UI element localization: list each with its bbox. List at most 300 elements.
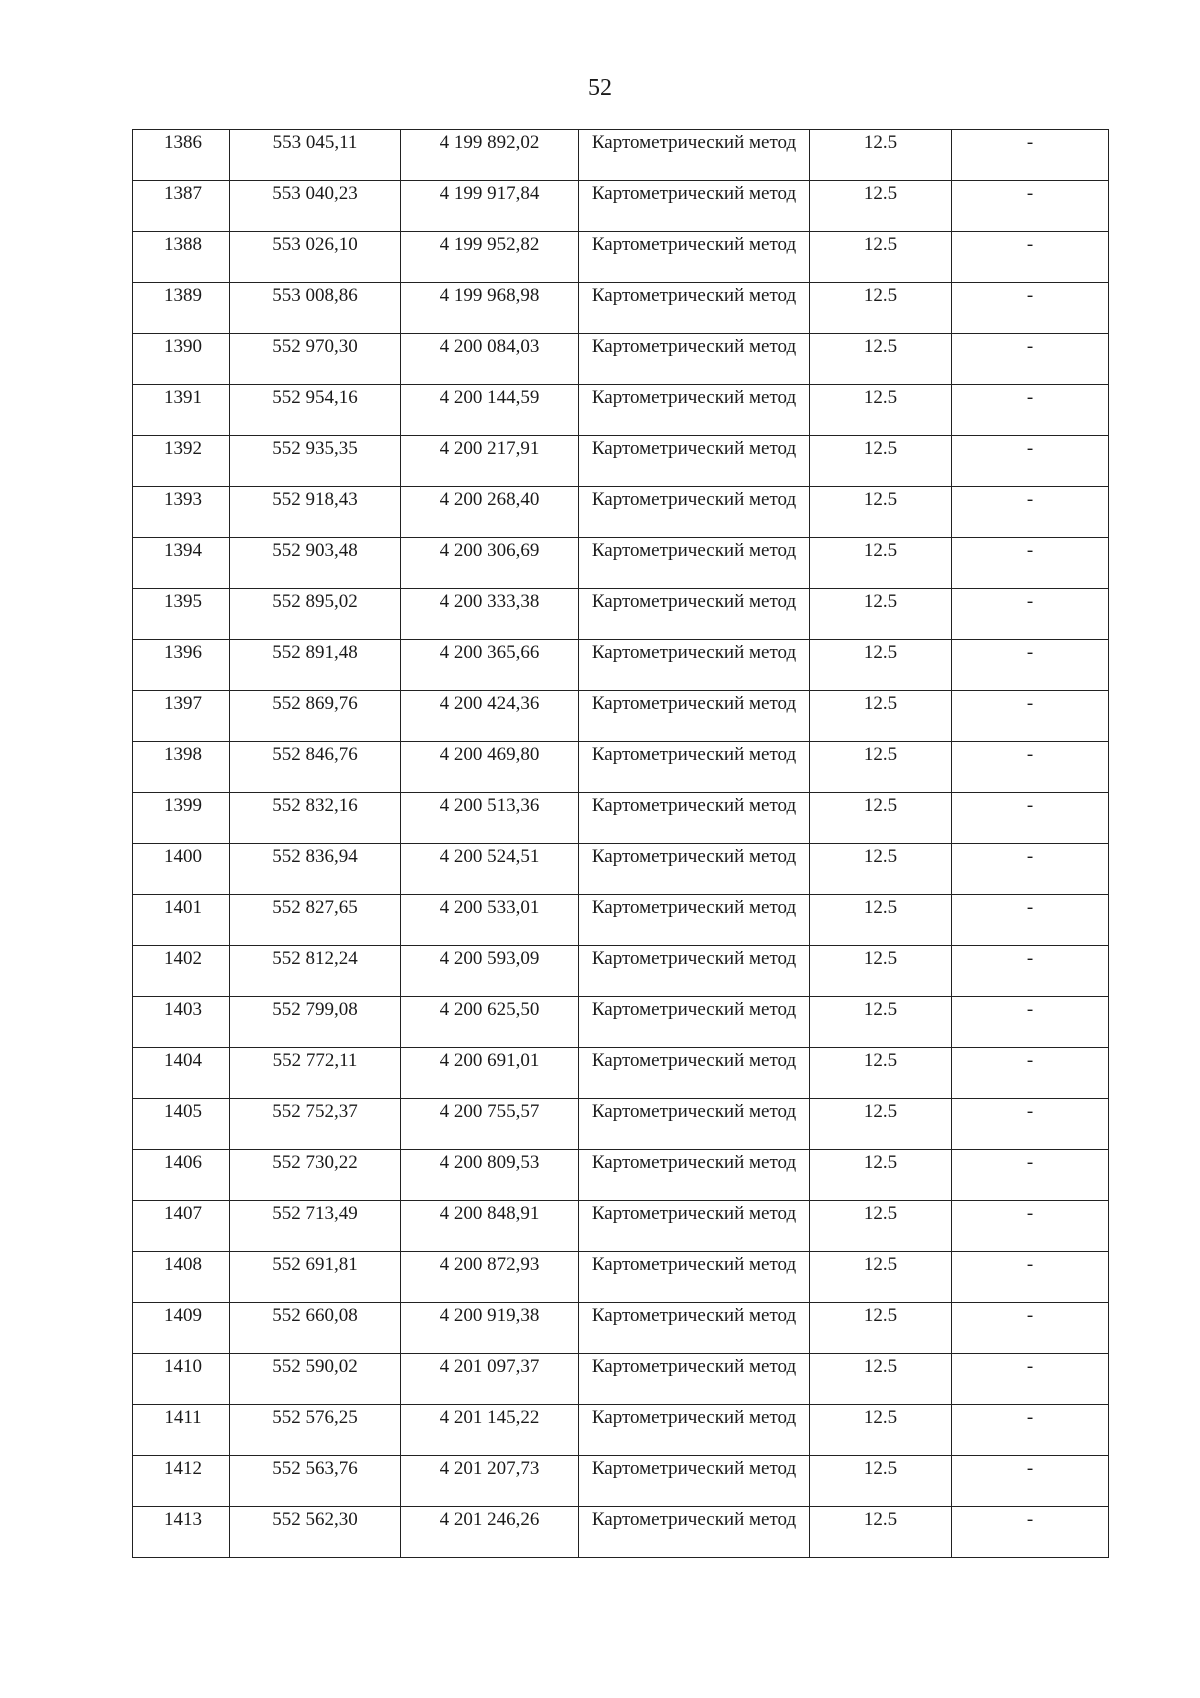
point-number-cell bbox=[133, 1048, 230, 1099]
point-number-text: 1398 bbox=[164, 744, 202, 765]
table-row bbox=[133, 844, 1109, 895]
note-text: - bbox=[1026, 234, 1034, 255]
note-text: - bbox=[1026, 387, 1034, 408]
method-text: Картометрический метод bbox=[591, 642, 797, 663]
y-coordinate-text: 4 200 524,51 bbox=[439, 846, 540, 867]
y-coordinate-cell bbox=[401, 1150, 579, 1201]
point-number-cell bbox=[133, 742, 230, 793]
accuracy-text: 12.5 bbox=[863, 1254, 898, 1275]
note-cell bbox=[952, 1048, 1109, 1099]
y-coordinate-text: 4 200 691,01 bbox=[439, 1050, 540, 1071]
y-coordinate-cell bbox=[401, 997, 579, 1048]
x-coordinate-text: 552 590,02 bbox=[272, 1356, 358, 1377]
point-number-text: 1397 bbox=[164, 693, 202, 714]
x-coordinate-text: 552 869,76 bbox=[272, 693, 358, 714]
y-coordinate-cell bbox=[401, 385, 579, 436]
method-text: Картометрический метод bbox=[591, 999, 797, 1020]
accuracy-text: 12.5 bbox=[863, 489, 898, 510]
accuracy-text: 12.5 bbox=[863, 285, 898, 306]
x-coordinate-cell bbox=[230, 1048, 401, 1099]
x-coordinate-cell bbox=[230, 691, 401, 742]
method-cell bbox=[579, 1456, 810, 1507]
point-number-text: 1392 bbox=[164, 438, 202, 459]
note-text: - bbox=[1026, 1509, 1034, 1530]
point-number-cell bbox=[133, 589, 230, 640]
method-cell bbox=[579, 640, 810, 691]
note-cell bbox=[952, 436, 1109, 487]
x-coordinate-text: 552 660,08 bbox=[272, 1305, 358, 1326]
note-text: - bbox=[1026, 285, 1034, 306]
table-row bbox=[133, 1048, 1109, 1099]
point-number-text: 1396 bbox=[164, 642, 202, 663]
method-text: Картометрический метод bbox=[591, 1458, 797, 1479]
note-text: - bbox=[1026, 1254, 1034, 1275]
y-coordinate-text: 4 200 365,66 bbox=[439, 642, 540, 663]
y-coordinate-text: 4 201 207,73 bbox=[439, 1458, 540, 1479]
y-coordinate-text: 4 200 533,01 bbox=[439, 897, 540, 918]
note-text: - bbox=[1026, 948, 1034, 969]
method-text: Картометрический метод bbox=[591, 1101, 797, 1122]
accuracy-text: 12.5 bbox=[863, 1458, 898, 1479]
y-coordinate-cell bbox=[401, 181, 579, 232]
point-number-cell bbox=[133, 1507, 230, 1558]
point-number-cell bbox=[133, 844, 230, 895]
point-number-text: 1388 bbox=[164, 234, 202, 255]
method-text: Картометрический метод bbox=[591, 693, 797, 714]
method-cell bbox=[579, 232, 810, 283]
note-text: - bbox=[1026, 1101, 1034, 1122]
y-coordinate-cell bbox=[401, 1048, 579, 1099]
x-coordinate-cell bbox=[230, 1201, 401, 1252]
x-coordinate-cell bbox=[230, 1507, 401, 1558]
x-coordinate-cell bbox=[230, 487, 401, 538]
method-text: Картометрический метод bbox=[591, 489, 797, 510]
accuracy-cell bbox=[810, 1048, 952, 1099]
accuracy-cell bbox=[810, 640, 952, 691]
point-number-cell bbox=[133, 946, 230, 997]
accuracy-cell bbox=[810, 1405, 952, 1456]
y-coordinate-cell bbox=[401, 946, 579, 997]
note-cell bbox=[952, 487, 1109, 538]
accuracy-text: 12.5 bbox=[863, 642, 898, 663]
x-coordinate-text: 552 903,48 bbox=[272, 540, 358, 561]
method-cell bbox=[579, 334, 810, 385]
method-text: Картометрический метод bbox=[591, 1050, 797, 1071]
table-row bbox=[133, 946, 1109, 997]
note-cell bbox=[952, 1354, 1109, 1405]
accuracy-text: 12.5 bbox=[863, 438, 898, 459]
note-cell bbox=[952, 844, 1109, 895]
point-number-cell bbox=[133, 1405, 230, 1456]
y-coordinate-cell bbox=[401, 1099, 579, 1150]
x-coordinate-text: 553 026,10 bbox=[272, 234, 358, 255]
point-number-text: 1410 bbox=[164, 1356, 202, 1377]
method-text: Картометрический метод bbox=[591, 387, 797, 408]
y-coordinate-text: 4 200 333,38 bbox=[439, 591, 540, 612]
note-cell bbox=[952, 1252, 1109, 1303]
table-row bbox=[133, 283, 1109, 334]
x-coordinate-cell bbox=[230, 1456, 401, 1507]
method-text: Картометрический метод bbox=[591, 234, 797, 255]
point-number-cell bbox=[133, 232, 230, 283]
point-number-cell bbox=[133, 130, 230, 181]
y-coordinate-cell bbox=[401, 589, 579, 640]
accuracy-cell bbox=[810, 181, 952, 232]
point-number-text: 1401 bbox=[164, 897, 202, 918]
note-text: - bbox=[1026, 1050, 1034, 1071]
x-coordinate-text: 552 812,24 bbox=[272, 948, 358, 969]
note-text: - bbox=[1026, 1203, 1034, 1224]
x-coordinate-cell bbox=[230, 793, 401, 844]
table-row bbox=[133, 487, 1109, 538]
accuracy-text: 12.5 bbox=[863, 132, 898, 153]
table-row bbox=[133, 1354, 1109, 1405]
accuracy-text: 12.5 bbox=[863, 1101, 898, 1122]
accuracy-text: 12.5 bbox=[863, 999, 898, 1020]
table-row bbox=[133, 1099, 1109, 1150]
table-row bbox=[133, 589, 1109, 640]
accuracy-cell bbox=[810, 283, 952, 334]
accuracy-text: 12.5 bbox=[863, 591, 898, 612]
table-row bbox=[133, 1252, 1109, 1303]
accuracy-cell bbox=[810, 1150, 952, 1201]
note-cell bbox=[952, 589, 1109, 640]
y-coordinate-text: 4 200 809,53 bbox=[439, 1152, 540, 1173]
point-number-text: 1393 bbox=[164, 489, 202, 510]
method-text: Картометрический метод bbox=[591, 897, 797, 918]
y-coordinate-text: 4 200 144,59 bbox=[439, 387, 540, 408]
accuracy-cell bbox=[810, 232, 952, 283]
note-cell bbox=[952, 640, 1109, 691]
x-coordinate-text: 552 846,76 bbox=[272, 744, 358, 765]
table-row bbox=[133, 1456, 1109, 1507]
note-text: - bbox=[1026, 846, 1034, 867]
x-coordinate-text: 552 891,48 bbox=[272, 642, 358, 663]
y-coordinate-text: 4 199 968,98 bbox=[439, 285, 540, 306]
table-row bbox=[133, 742, 1109, 793]
x-coordinate-cell bbox=[230, 1099, 401, 1150]
x-coordinate-text: 552 954,16 bbox=[272, 387, 358, 408]
method-text: Картометрический метод bbox=[591, 183, 797, 204]
method-text: Картометрический метод bbox=[591, 1152, 797, 1173]
method-text: Картометрический метод bbox=[591, 1254, 797, 1275]
point-number-cell bbox=[133, 1303, 230, 1354]
point-number-cell bbox=[133, 334, 230, 385]
accuracy-cell bbox=[810, 385, 952, 436]
table-row bbox=[133, 538, 1109, 589]
point-number-text: 1389 bbox=[164, 285, 202, 306]
y-coordinate-text: 4 200 625,50 bbox=[439, 999, 540, 1020]
accuracy-cell bbox=[810, 1252, 952, 1303]
note-cell bbox=[952, 1099, 1109, 1150]
method-cell bbox=[579, 436, 810, 487]
point-number-cell bbox=[133, 1354, 230, 1405]
y-coordinate-text: 4 201 145,22 bbox=[439, 1407, 540, 1428]
note-cell bbox=[952, 793, 1109, 844]
accuracy-text: 12.5 bbox=[863, 1509, 898, 1530]
method-text: Картометрический метод bbox=[591, 1509, 797, 1530]
note-cell bbox=[952, 1150, 1109, 1201]
point-number-cell bbox=[133, 385, 230, 436]
method-text: Картометрический метод bbox=[591, 795, 797, 816]
x-coordinate-cell bbox=[230, 334, 401, 385]
x-coordinate-cell bbox=[230, 742, 401, 793]
note-text: - bbox=[1026, 1407, 1034, 1428]
x-coordinate-text: 552 752,37 bbox=[272, 1101, 358, 1122]
note-text: - bbox=[1026, 438, 1034, 459]
point-number-text: 1413 bbox=[164, 1509, 202, 1530]
point-number-text: 1411 bbox=[164, 1407, 202, 1428]
point-number-text: 1402 bbox=[164, 948, 202, 969]
method-cell bbox=[579, 1201, 810, 1252]
y-coordinate-cell bbox=[401, 1201, 579, 1252]
x-coordinate-cell bbox=[230, 1303, 401, 1354]
accuracy-text: 12.5 bbox=[863, 336, 898, 357]
method-text: Картометрический метод bbox=[591, 540, 797, 561]
point-number-text: 1409 bbox=[164, 1305, 202, 1326]
x-coordinate-text: 552 713,49 bbox=[272, 1203, 358, 1224]
accuracy-text: 12.5 bbox=[863, 795, 898, 816]
x-coordinate-cell bbox=[230, 997, 401, 1048]
method-cell bbox=[579, 181, 810, 232]
x-coordinate-text: 553 008,86 bbox=[272, 285, 358, 306]
accuracy-text: 12.5 bbox=[863, 693, 898, 714]
accuracy-text: 12.5 bbox=[863, 387, 898, 408]
accuracy-text: 12.5 bbox=[863, 948, 898, 969]
note-cell bbox=[952, 1456, 1109, 1507]
table-row bbox=[133, 691, 1109, 742]
note-text: - bbox=[1026, 897, 1034, 918]
note-cell bbox=[952, 181, 1109, 232]
x-coordinate-cell bbox=[230, 589, 401, 640]
y-coordinate-cell bbox=[401, 283, 579, 334]
note-cell bbox=[952, 691, 1109, 742]
table-row bbox=[133, 130, 1109, 181]
x-coordinate-text: 552 772,11 bbox=[272, 1050, 358, 1071]
note-cell bbox=[952, 232, 1109, 283]
method-cell bbox=[579, 691, 810, 742]
point-number-cell bbox=[133, 1456, 230, 1507]
accuracy-cell bbox=[810, 1303, 952, 1354]
note-cell bbox=[952, 997, 1109, 1048]
method-cell bbox=[579, 1354, 810, 1405]
y-coordinate-cell bbox=[401, 691, 579, 742]
note-text: - bbox=[1026, 489, 1034, 510]
x-coordinate-text: 552 563,76 bbox=[272, 1458, 358, 1479]
point-number-cell bbox=[133, 487, 230, 538]
note-text: - bbox=[1026, 999, 1034, 1020]
accuracy-text: 12.5 bbox=[863, 540, 898, 561]
x-coordinate-cell bbox=[230, 844, 401, 895]
method-cell bbox=[579, 895, 810, 946]
y-coordinate-cell bbox=[401, 1303, 579, 1354]
y-coordinate-text: 4 200 513,36 bbox=[439, 795, 540, 816]
point-number-text: 1399 bbox=[164, 795, 202, 816]
table-row bbox=[133, 334, 1109, 385]
method-text: Картометрический метод bbox=[591, 591, 797, 612]
y-coordinate-text: 4 199 917,84 bbox=[439, 183, 540, 204]
point-number-cell bbox=[133, 283, 230, 334]
x-coordinate-text: 552 576,25 bbox=[272, 1407, 358, 1428]
accuracy-text: 12.5 bbox=[863, 897, 898, 918]
y-coordinate-cell bbox=[401, 232, 579, 283]
table-row bbox=[133, 640, 1109, 691]
y-coordinate-text: 4 200 217,91 bbox=[439, 438, 540, 459]
table-row bbox=[133, 385, 1109, 436]
x-coordinate-cell bbox=[230, 181, 401, 232]
point-number-cell bbox=[133, 895, 230, 946]
note-cell bbox=[952, 385, 1109, 436]
x-coordinate-text: 553 040,23 bbox=[272, 183, 358, 204]
method-text: Картометрический метод bbox=[591, 1407, 797, 1428]
point-number-text: 1386 bbox=[164, 132, 202, 153]
accuracy-cell bbox=[810, 487, 952, 538]
method-text: Картометрический метод bbox=[591, 1305, 797, 1326]
x-coordinate-cell bbox=[230, 1150, 401, 1201]
y-coordinate-text: 4 200 306,69 bbox=[439, 540, 540, 561]
y-coordinate-cell bbox=[401, 130, 579, 181]
y-coordinate-cell bbox=[401, 334, 579, 385]
table-row bbox=[133, 1405, 1109, 1456]
point-number-text: 1391 bbox=[164, 387, 202, 408]
x-coordinate-cell bbox=[230, 538, 401, 589]
accuracy-text: 12.5 bbox=[863, 183, 898, 204]
accuracy-cell bbox=[810, 1456, 952, 1507]
table-row bbox=[133, 1507, 1109, 1558]
note-cell bbox=[952, 1201, 1109, 1252]
accuracy-cell bbox=[810, 997, 952, 1048]
note-text: - bbox=[1026, 744, 1034, 765]
method-cell bbox=[579, 946, 810, 997]
method-cell bbox=[579, 538, 810, 589]
table-row bbox=[133, 997, 1109, 1048]
x-coordinate-text: 552 918,43 bbox=[272, 489, 358, 510]
point-number-cell bbox=[133, 1150, 230, 1201]
point-number-cell bbox=[133, 640, 230, 691]
y-coordinate-cell bbox=[401, 1507, 579, 1558]
note-cell bbox=[952, 130, 1109, 181]
x-coordinate-cell bbox=[230, 232, 401, 283]
method-cell bbox=[579, 1252, 810, 1303]
coordinates-table bbox=[132, 129, 1109, 1558]
y-coordinate-text: 4 200 084,03 bbox=[439, 336, 540, 357]
note-text: - bbox=[1026, 336, 1034, 357]
y-coordinate-text: 4 201 246,26 bbox=[439, 1509, 540, 1530]
accuracy-text: 12.5 bbox=[863, 744, 898, 765]
x-coordinate-cell bbox=[230, 283, 401, 334]
accuracy-text: 12.5 bbox=[863, 846, 898, 867]
note-text: - bbox=[1026, 540, 1034, 561]
note-cell bbox=[952, 1507, 1109, 1558]
method-cell bbox=[579, 1048, 810, 1099]
accuracy-cell bbox=[810, 895, 952, 946]
x-coordinate-text: 553 045,11 bbox=[272, 132, 358, 153]
accuracy-cell bbox=[810, 1201, 952, 1252]
point-number-cell bbox=[133, 538, 230, 589]
note-text: - bbox=[1026, 132, 1034, 153]
note-text: - bbox=[1026, 795, 1034, 816]
method-cell bbox=[579, 589, 810, 640]
point-number-text: 1412 bbox=[164, 1458, 202, 1479]
y-coordinate-text: 4 200 755,57 bbox=[439, 1101, 540, 1122]
method-cell bbox=[579, 1405, 810, 1456]
x-coordinate-cell bbox=[230, 1405, 401, 1456]
x-coordinate-cell bbox=[230, 895, 401, 946]
method-text: Картометрический метод bbox=[591, 1356, 797, 1377]
y-coordinate-text: 4 200 424,36 bbox=[439, 693, 540, 714]
method-cell bbox=[579, 1150, 810, 1201]
accuracy-cell bbox=[810, 1354, 952, 1405]
accuracy-text: 12.5 bbox=[863, 1356, 898, 1377]
accuracy-cell bbox=[810, 793, 952, 844]
method-cell bbox=[579, 1507, 810, 1558]
method-text: Картометрический метод bbox=[591, 336, 797, 357]
method-text: Картометрический метод bbox=[591, 132, 797, 153]
y-coordinate-cell bbox=[401, 538, 579, 589]
point-number-text: 1394 bbox=[164, 540, 202, 561]
y-coordinate-cell bbox=[401, 1354, 579, 1405]
note-text: - bbox=[1026, 1356, 1034, 1377]
accuracy-cell bbox=[810, 436, 952, 487]
x-coordinate-text: 552 935,35 bbox=[272, 438, 358, 459]
x-coordinate-text: 552 832,16 bbox=[272, 795, 358, 816]
method-text: Картометрический метод bbox=[591, 948, 797, 969]
accuracy-text: 12.5 bbox=[863, 1050, 898, 1071]
method-text: Картометрический метод bbox=[591, 1203, 797, 1224]
y-coordinate-cell bbox=[401, 1252, 579, 1303]
table-row bbox=[133, 181, 1109, 232]
y-coordinate-text: 4 200 268,40 bbox=[439, 489, 540, 510]
x-coordinate-text: 552 827,65 bbox=[272, 897, 358, 918]
y-coordinate-cell bbox=[401, 487, 579, 538]
point-number-cell bbox=[133, 1099, 230, 1150]
point-number-text: 1395 bbox=[164, 591, 202, 612]
point-number-cell bbox=[133, 997, 230, 1048]
point-number-text: 1407 bbox=[164, 1203, 202, 1224]
note-cell bbox=[952, 895, 1109, 946]
point-number-text: 1387 bbox=[164, 183, 202, 204]
table-row bbox=[133, 1303, 1109, 1354]
point-number-text: 1406 bbox=[164, 1152, 202, 1173]
method-cell bbox=[579, 130, 810, 181]
x-coordinate-cell bbox=[230, 946, 401, 997]
method-text: Картометрический метод bbox=[591, 438, 797, 459]
x-coordinate-text: 552 799,08 bbox=[272, 999, 358, 1020]
accuracy-text: 12.5 bbox=[863, 234, 898, 255]
y-coordinate-text: 4 200 593,09 bbox=[439, 948, 540, 969]
point-number-text: 1400 bbox=[164, 846, 202, 867]
note-cell bbox=[952, 538, 1109, 589]
x-coordinate-text: 552 836,94 bbox=[272, 846, 358, 867]
point-number-cell bbox=[133, 436, 230, 487]
note-cell bbox=[952, 283, 1109, 334]
note-text: - bbox=[1026, 1458, 1034, 1479]
accuracy-cell bbox=[810, 844, 952, 895]
x-coordinate-text: 552 691,81 bbox=[272, 1254, 358, 1275]
y-coordinate-cell bbox=[401, 1456, 579, 1507]
point-number-cell bbox=[133, 1201, 230, 1252]
table-row bbox=[133, 1201, 1109, 1252]
x-coordinate-cell bbox=[230, 1252, 401, 1303]
note-cell bbox=[952, 1303, 1109, 1354]
point-number-text: 1403 bbox=[164, 999, 202, 1020]
note-text: - bbox=[1026, 1152, 1034, 1173]
table-row bbox=[133, 793, 1109, 844]
point-number-cell bbox=[133, 1252, 230, 1303]
point-number-text: 1404 bbox=[164, 1050, 202, 1071]
method-cell bbox=[579, 844, 810, 895]
method-cell bbox=[579, 997, 810, 1048]
